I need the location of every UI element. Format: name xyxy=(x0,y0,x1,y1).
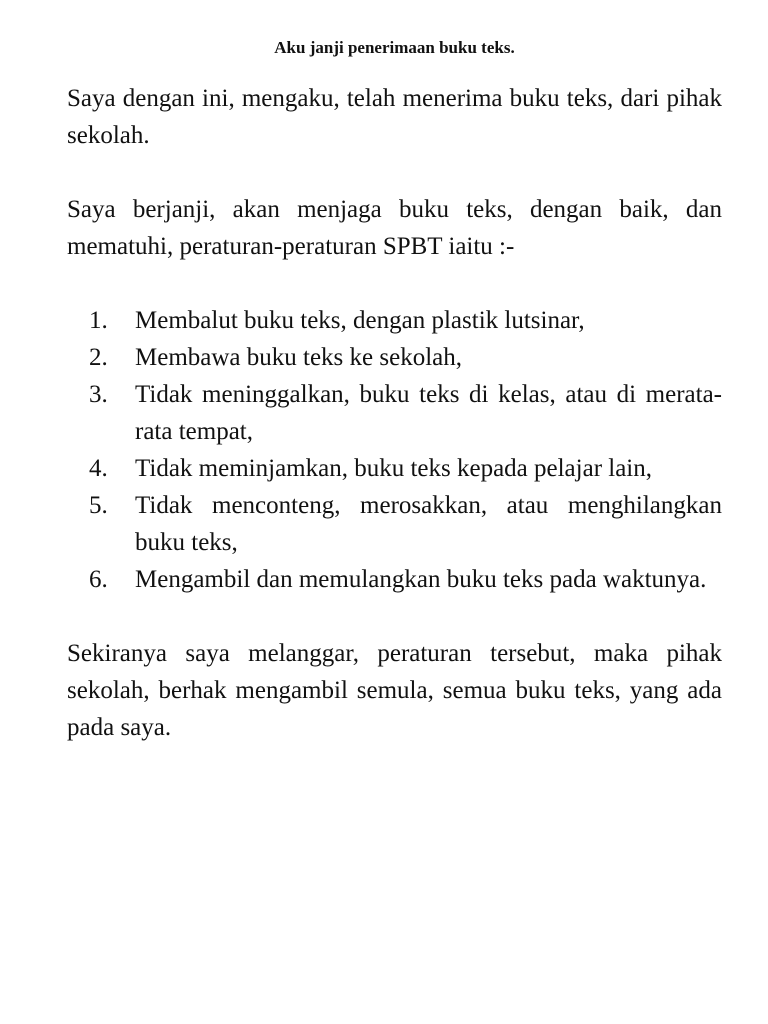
acknowledgement-paragraph: Saya dengan ini, mengaku, telah menerima buku teks, dari pihak sekolah. xyxy=(67,85,722,149)
list-item xyxy=(67,450,722,487)
list-item xyxy=(67,376,722,450)
list-item-number: 5. xyxy=(89,492,108,519)
rules-list xyxy=(67,302,722,598)
list-item-text: Tidak meminjamkan, buku teks kepada pelajar lain, xyxy=(135,455,653,482)
list-item-number: 2. xyxy=(89,344,108,371)
consequence-paragraph: Sekiranya saya melanggar, peraturan tersebut, maka pihak sekolah, berhak mengambil semula, semua buku teks, yang ada pada saya. xyxy=(67,640,722,741)
list-item-number: 3. xyxy=(89,381,108,408)
document-page xyxy=(67,38,722,746)
list-item-text: Mengambil dan memulangkan buku teks pada waktunya. xyxy=(135,566,707,593)
list-item-number: 1. xyxy=(89,307,108,334)
list-item-text: Tidak menconteng, merosakkan, atau menghilangkan buku teks, xyxy=(135,492,722,556)
list-item-text: Tidak meninggalkan, buku teks di kelas, atau di merata-rata tempat, xyxy=(135,381,722,445)
list-item xyxy=(67,561,722,598)
list-item xyxy=(67,302,722,339)
list-item-text: Membalut buku teks, dengan plastik lutsinar, xyxy=(135,307,585,334)
document-title: Aku janji penerimaan buku teks. xyxy=(274,38,515,57)
list-item-number: 4. xyxy=(89,455,108,482)
list-item-text: Membawa buku teks ke sekolah, xyxy=(135,344,463,371)
list-item-number: 6. xyxy=(89,566,108,593)
list-item xyxy=(67,487,722,561)
promise-paragraph: Saya berjanji, akan menjaga buku teks, dengan baik, dan mematuhi, peraturan-peraturan SPBT iaitu :- xyxy=(67,196,722,260)
list-item xyxy=(67,339,722,376)
